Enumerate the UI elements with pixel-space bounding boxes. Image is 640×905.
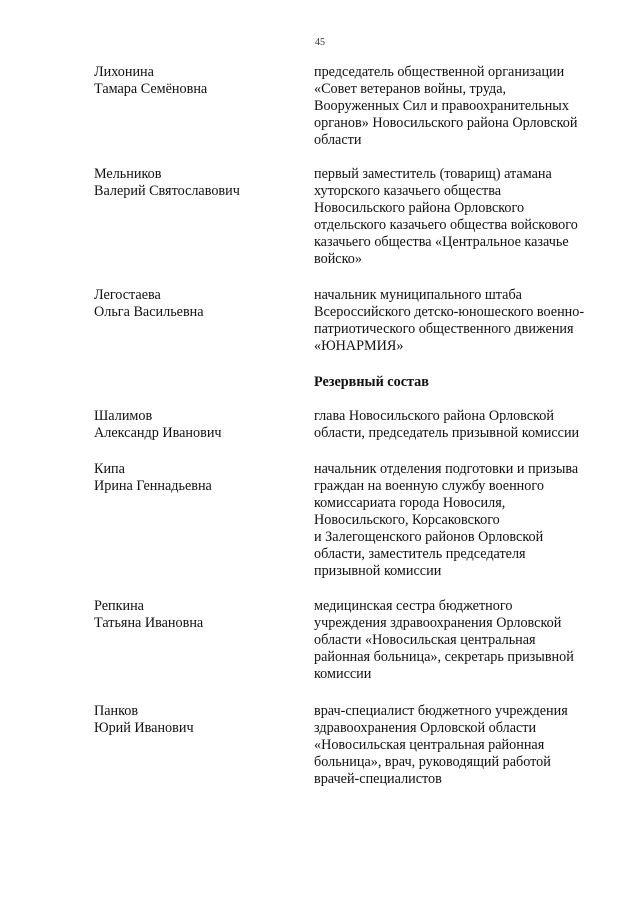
- member-name: Легостаева Ольга Васильевна: [94, 287, 204, 320]
- page-number: 45: [315, 37, 325, 48]
- member-role: глава Новосильского района Орловской области, председатель призывной комиссии: [314, 408, 580, 441]
- member-name: Мельников Валерий Святославович: [94, 166, 240, 199]
- member-role: начальник отделения подготовки и призыва граждан на военную службу военного комиссариата города Новосиля, Новосильского, Корсаковского и Залегощенского районов Орловской области, заместитель председателя призывной комиссии: [314, 461, 579, 579]
- member-role: председатель общественной организации «Совет ветеранов войны, труда, Вооруженных Сил и правоохранительных органов» Новосильского района Орловской области: [314, 64, 578, 148]
- member-role: врач-специалист бюджетного учреждения здравоохранения Орловской области «Новосильская центральная районная больница», врач, руководящий работой врачей-специалистов: [314, 703, 568, 787]
- member-role: медицинская сестра бюджетного учреждения здравоохранения Орловской области «Новосильская центральная районная больница», секретарь призывной комиссии: [314, 598, 574, 682]
- reserve-section-heading: Резервный состав: [314, 374, 429, 390]
- member-role: первый заместитель (товарищ) атамана хуторского казачьего общества Новосильского района Орловского отдельского казачьего общества войскового казачьего общества «Центральное казачье войско»: [314, 166, 578, 267]
- member-role: начальник муниципального штаба Всероссийского детско-юношеского военно- патриотического общественного движения «ЮНАРМИЯ»: [314, 287, 585, 354]
- member-name: Шалимов Александр Иванович: [94, 408, 222, 441]
- member-name: Панков Юрий Иванович: [94, 703, 194, 736]
- member-name: Лихонина Тамара Семёновна: [94, 64, 208, 97]
- member-name: Кипа Ирина Геннадьевна: [94, 461, 212, 494]
- member-name: Репкина Татьяна Ивановна: [94, 598, 204, 631]
